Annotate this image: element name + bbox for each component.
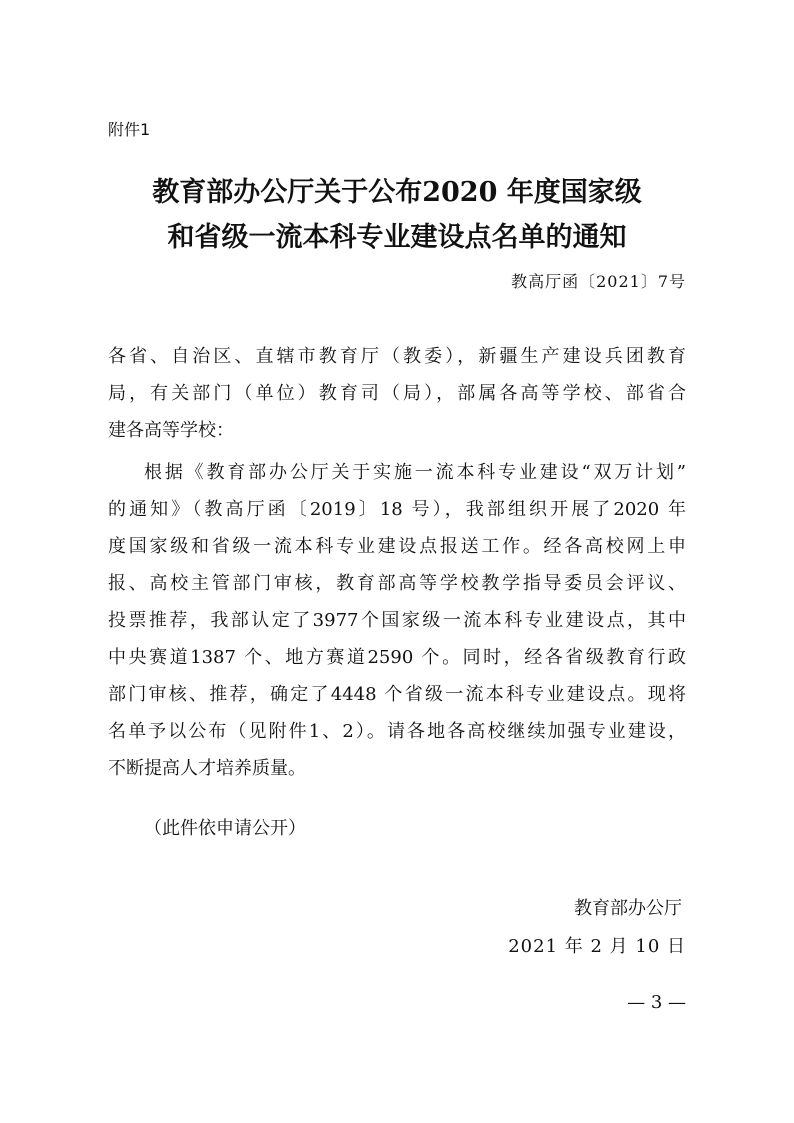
body-line: 部门审核、推荐，确定了4448 个省级一流本科专业建设点。现将 xyxy=(108,684,686,705)
body-line: 局，有关部门（单位）教育司（局），部属各高等学校、部省合 xyxy=(108,383,686,404)
body-line: 名单予以公布（见附件1、2）。请各地各高校继续加强专业建设， xyxy=(108,721,686,742)
body-line: 建各高等学校： xyxy=(108,420,234,441)
page-number: — 3 — xyxy=(627,992,686,1013)
body-line: 中央赛道1387 个、地方赛道2590 个。同时，经各省级教育行政 xyxy=(108,647,686,668)
body-line: 不断提高人才培养质量。 xyxy=(108,758,306,779)
body-line: 度国家级和省级一流本科专业建设点报送工作。经各高校网上申 xyxy=(108,536,686,557)
body-line: 报、高校主管部门审核，教育部高等学校教学指导委员会评议、 xyxy=(108,573,686,594)
issue-date: 2021 年 2 月 10 日 xyxy=(508,936,686,957)
document-title-line-1: 教育部办公厅关于公布2020 年度国家级 xyxy=(152,177,642,208)
document-title-line-2: 和省级一流本科专业建设点名单的通知 xyxy=(167,222,627,253)
disclosure-note: （此件依申请公开） xyxy=(144,818,306,839)
attachment-label: 附件1 xyxy=(108,120,151,139)
document-number: 教高厅函〔2021〕7号 xyxy=(511,272,686,291)
body-line: 的通知》（教高厅函〔2019〕18 号），我部组织开展了2020 年 xyxy=(108,499,686,520)
body-line: 各省、自治区、直辖市教育厅（教委），新疆生产建设兵团教育 xyxy=(108,346,686,367)
signer: 教育部办公厅 xyxy=(574,898,682,919)
body-line: 根据《教育部办公厅关于实施一流本科专业建设“双万计划” xyxy=(144,462,686,483)
body-line: 投票推荐，我部认定了3977个国家级一流本科专业建设点，其中 xyxy=(108,610,686,631)
